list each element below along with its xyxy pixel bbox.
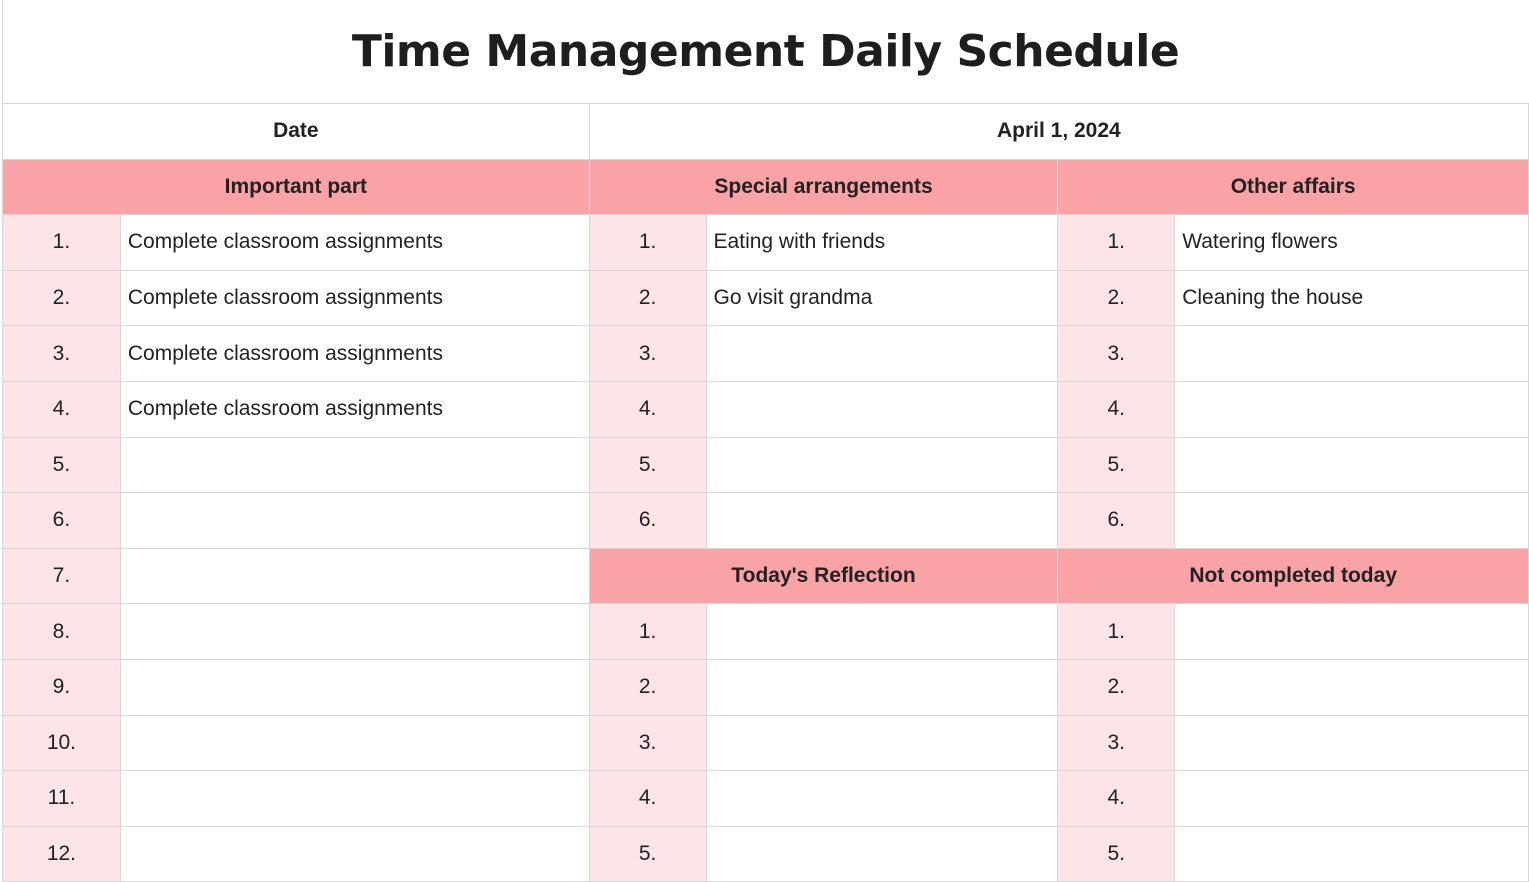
date-label-cell[interactable]: Date xyxy=(3,104,590,160)
not-completed-number-cell[interactable]: 3. xyxy=(1058,715,1175,771)
other-text-cell[interactable] xyxy=(1175,381,1529,437)
important-number-cell[interactable]: 10. xyxy=(3,715,121,771)
title-cell[interactable] xyxy=(2,0,1529,104)
important-number-cell[interactable]: 6. xyxy=(3,493,121,549)
important-text-cell[interactable] xyxy=(120,604,589,660)
table-row xyxy=(3,715,1529,771)
table-row xyxy=(3,381,1529,437)
special-number-cell[interactable]: 4. xyxy=(589,381,706,437)
special-number-cell[interactable]: 1. xyxy=(589,215,706,271)
spreadsheet xyxy=(2,0,1529,872)
schedule-grid xyxy=(2,103,1529,882)
table-row xyxy=(3,437,1529,493)
table-row xyxy=(3,493,1529,549)
section-header-row xyxy=(3,159,1529,215)
reflection-number-cell[interactable]: 5. xyxy=(589,826,706,882)
other-number-cell[interactable]: 3. xyxy=(1058,326,1175,382)
special-text-cell[interactable]: Go visit grandma xyxy=(706,270,1058,326)
other-number-cell[interactable]: 4. xyxy=(1058,381,1175,437)
important-text-cell[interactable] xyxy=(120,715,589,771)
table-row xyxy=(3,826,1529,882)
other-text-cell[interactable] xyxy=(1175,326,1529,382)
important-number-cell[interactable]: 4. xyxy=(3,381,121,437)
important-text-cell[interactable] xyxy=(120,437,589,493)
other-number-cell[interactable]: 2. xyxy=(1058,270,1175,326)
special-text-cell[interactable]: Eating with friends xyxy=(706,215,1058,271)
other-number-cell[interactable]: 1. xyxy=(1058,215,1175,271)
important-text-cell[interactable] xyxy=(120,659,589,715)
not-completed-number-cell[interactable]: 5. xyxy=(1058,826,1175,882)
not-completed-header[interactable]: Not completed today xyxy=(1058,548,1529,604)
table-row xyxy=(3,604,1529,660)
reflection-text-cell[interactable] xyxy=(706,659,1058,715)
reflection-text-cell[interactable] xyxy=(706,715,1058,771)
important-text-cell[interactable] xyxy=(120,771,589,827)
reflection-text-cell[interactable] xyxy=(706,771,1058,827)
special-header[interactable]: Special arrangements xyxy=(589,159,1058,215)
other-text-cell[interactable]: Watering flowers xyxy=(1175,215,1529,271)
other-header[interactable]: Other affairs xyxy=(1058,159,1529,215)
table-row xyxy=(3,270,1529,326)
not-completed-text-cell[interactable] xyxy=(1175,826,1529,882)
special-number-cell[interactable]: 3. xyxy=(589,326,706,382)
important-number-cell[interactable]: 12. xyxy=(3,826,121,882)
special-text-cell[interactable] xyxy=(706,381,1058,437)
special-number-cell[interactable]: 6. xyxy=(589,493,706,549)
table-row xyxy=(3,548,1529,604)
not-completed-number-cell[interactable]: 1. xyxy=(1058,604,1175,660)
important-text-cell[interactable]: Complete classroom assignments xyxy=(120,381,589,437)
important-number-cell[interactable]: 2. xyxy=(3,270,121,326)
page-title: Time Management Daily Schedule xyxy=(351,26,1180,77)
reflection-number-cell[interactable]: 1. xyxy=(589,604,706,660)
not-completed-text-cell[interactable] xyxy=(1175,659,1529,715)
other-text-cell[interactable] xyxy=(1175,437,1529,493)
important-text-cell[interactable] xyxy=(120,548,589,604)
special-text-cell[interactable] xyxy=(706,437,1058,493)
important-text-cell[interactable]: Complete classroom assignments xyxy=(120,215,589,271)
reflection-header[interactable]: Today's Reflection xyxy=(589,548,1058,604)
important-text-cell[interactable]: Complete classroom assignments xyxy=(120,326,589,382)
important-number-cell[interactable]: 3. xyxy=(3,326,121,382)
important-text-cell[interactable] xyxy=(120,493,589,549)
reflection-text-cell[interactable] xyxy=(706,604,1058,660)
date-value-cell[interactable]: April 1, 2024 xyxy=(589,104,1528,160)
special-text-cell[interactable] xyxy=(706,493,1058,549)
important-text-cell[interactable]: Complete classroom assignments xyxy=(120,270,589,326)
not-completed-number-cell[interactable]: 4. xyxy=(1058,771,1175,827)
not-completed-text-cell[interactable] xyxy=(1175,771,1529,827)
other-number-cell[interactable]: 5. xyxy=(1058,437,1175,493)
other-text-cell[interactable]: Cleaning the house xyxy=(1175,270,1529,326)
reflection-number-cell[interactable]: 3. xyxy=(589,715,706,771)
table-row xyxy=(3,771,1529,827)
important-number-cell[interactable]: 9. xyxy=(3,659,121,715)
not-completed-text-cell[interactable] xyxy=(1175,604,1529,660)
important-header[interactable]: Important part xyxy=(3,159,590,215)
important-number-cell[interactable]: 11. xyxy=(3,771,121,827)
special-text-cell[interactable] xyxy=(706,326,1058,382)
table-row xyxy=(3,215,1529,271)
important-number-cell[interactable]: 7. xyxy=(3,548,121,604)
important-text-cell[interactable] xyxy=(120,826,589,882)
important-number-cell[interactable]: 8. xyxy=(3,604,121,660)
reflection-number-cell[interactable]: 4. xyxy=(589,771,706,827)
important-number-cell[interactable]: 5. xyxy=(3,437,121,493)
reflection-text-cell[interactable] xyxy=(706,826,1058,882)
important-number-cell[interactable]: 1. xyxy=(3,215,121,271)
table-row xyxy=(3,659,1529,715)
special-number-cell[interactable]: 2. xyxy=(589,270,706,326)
reflection-number-cell[interactable]: 2. xyxy=(589,659,706,715)
table-row xyxy=(3,326,1529,382)
other-number-cell[interactable]: 6. xyxy=(1058,493,1175,549)
not-completed-number-cell[interactable]: 2. xyxy=(1058,659,1175,715)
special-number-cell[interactable]: 5. xyxy=(589,437,706,493)
not-completed-text-cell[interactable] xyxy=(1175,715,1529,771)
other-text-cell[interactable] xyxy=(1175,493,1529,549)
date-row xyxy=(3,104,1529,160)
